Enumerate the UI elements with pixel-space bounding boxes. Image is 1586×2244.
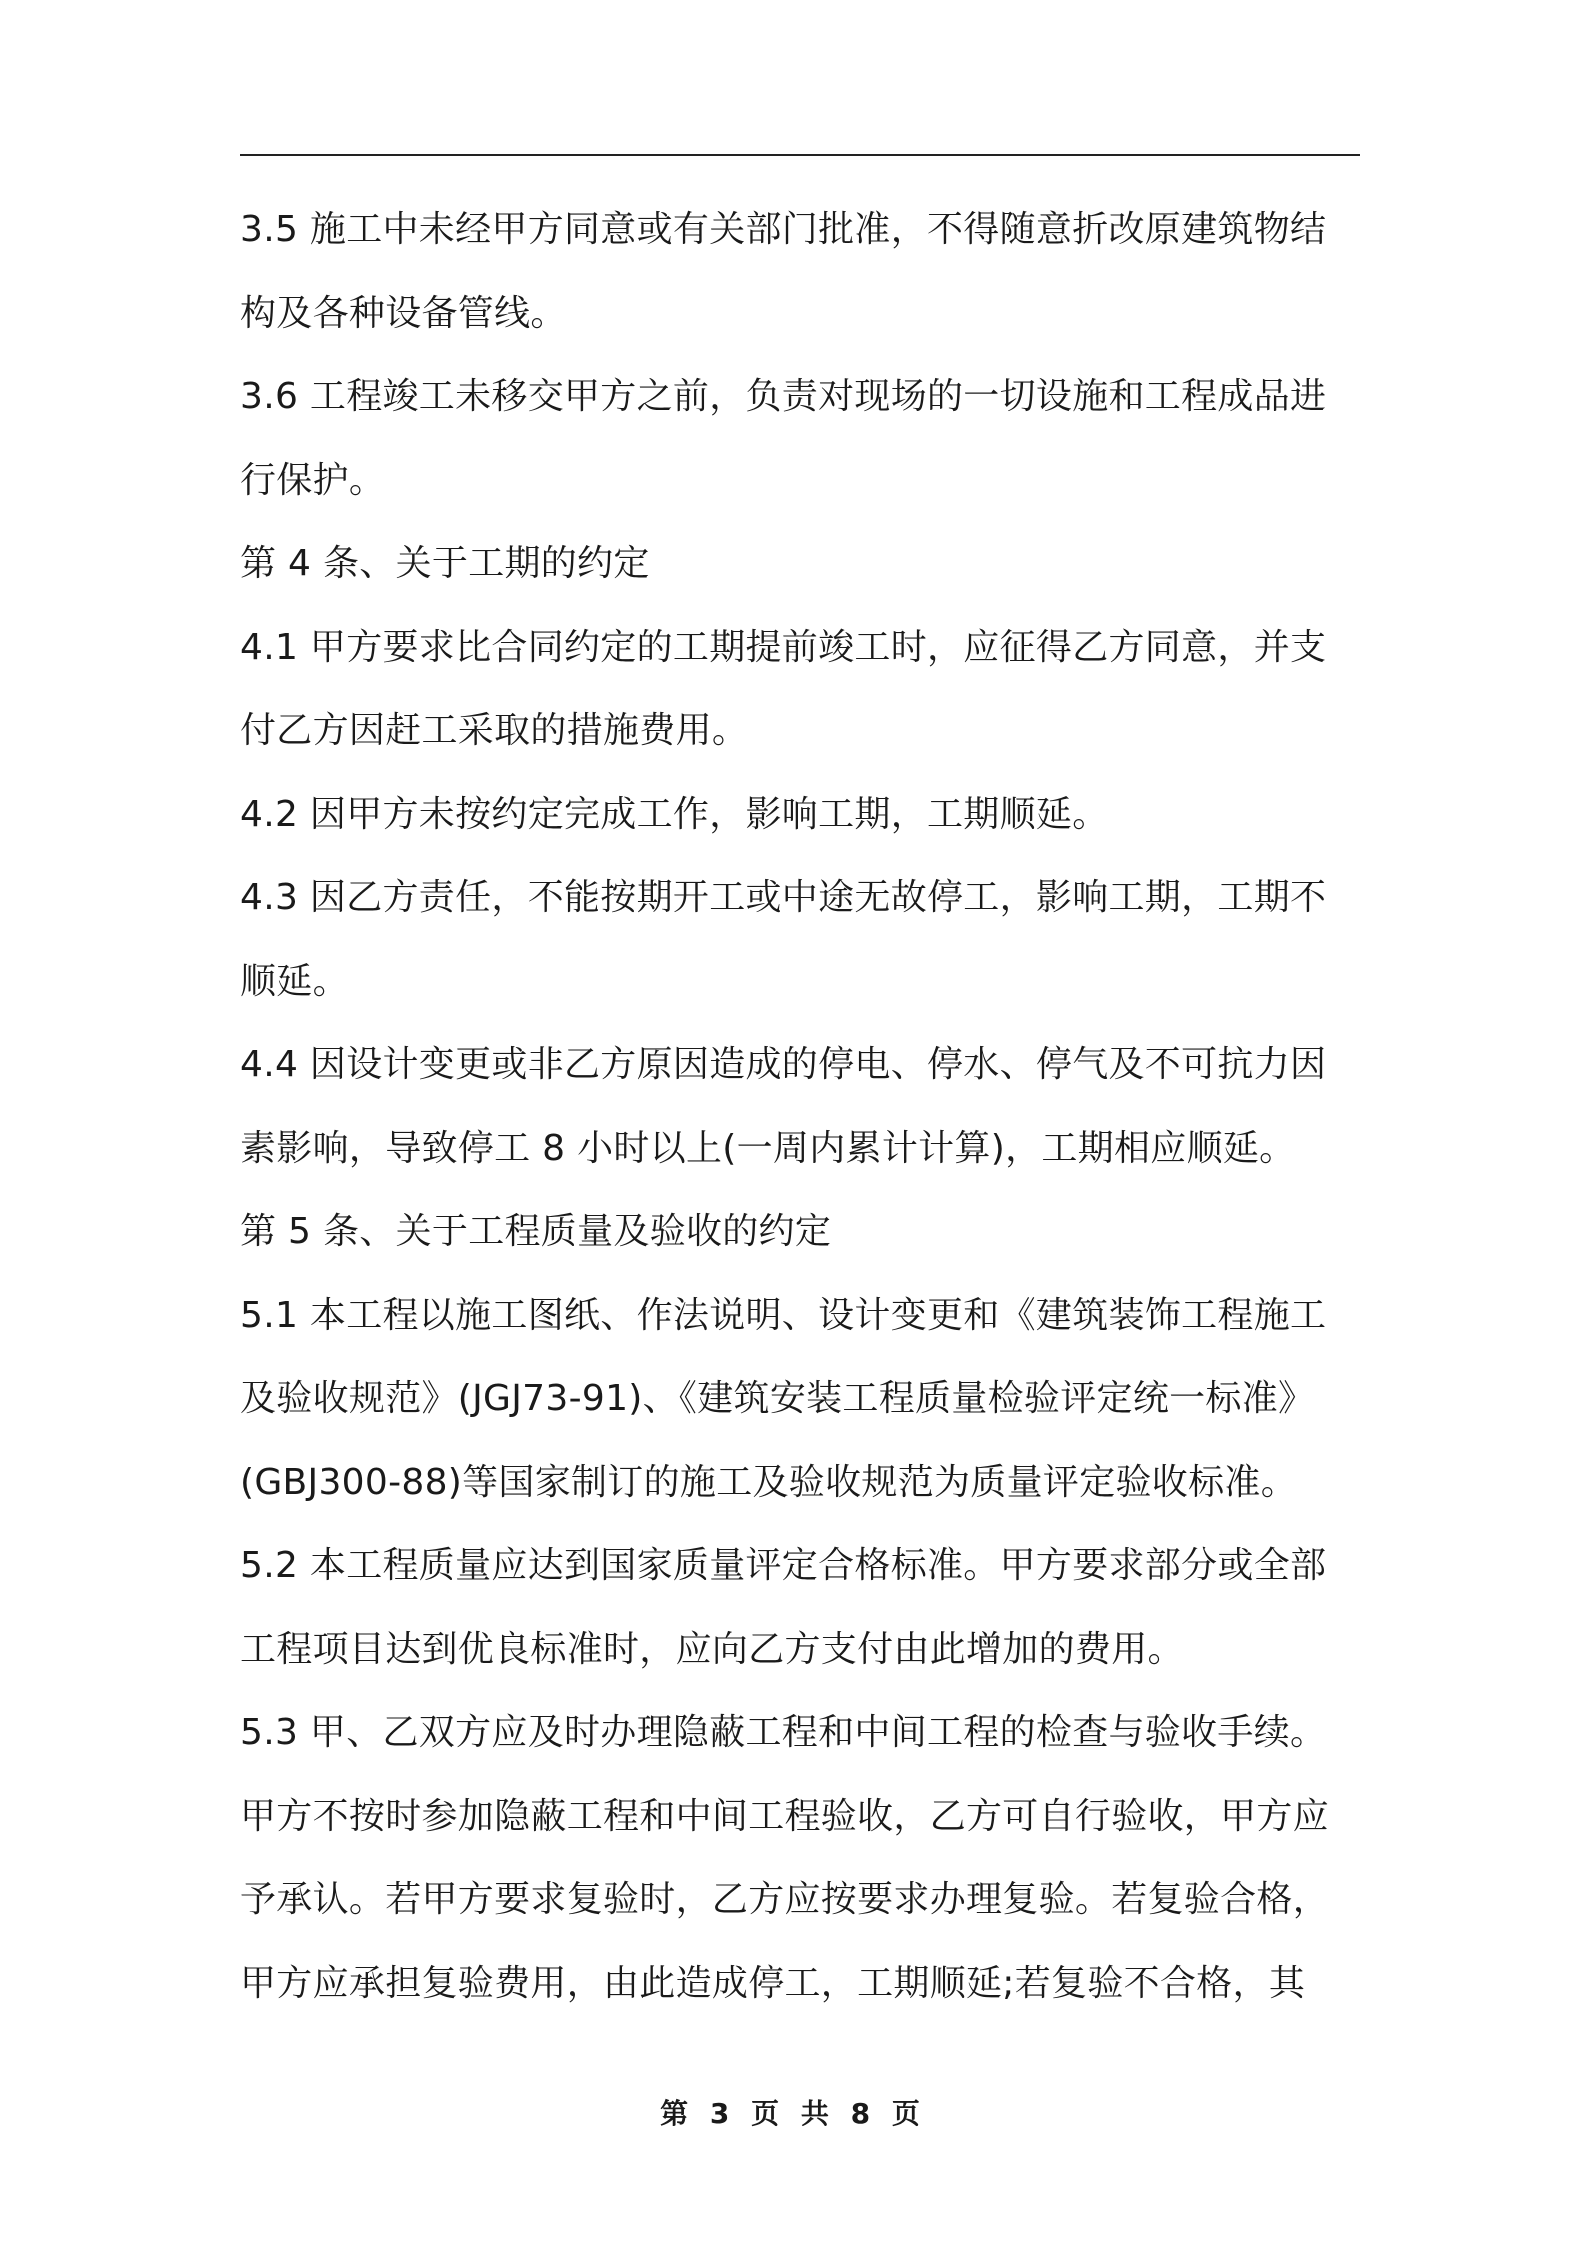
text-line: 予承认。若甲方要求复验时，乙方应按要求办理复验。若复验合格， (240, 1879, 1330, 1920)
text-line: 3.6 工程竣工未移交甲方之前，负责对现场的一切设施和工程成品进 (240, 376, 1327, 417)
section-heading: 第 5 条、关于工程质量及验收的约定 (240, 1211, 832, 1252)
section-heading: 第 4 条、关于工期的约定 (240, 543, 650, 584)
text-line: 4.2 因甲方未按约定完成工作，影响工期，工期顺延。 (240, 793, 1109, 835)
text-line: 4.3 因乙方责任，不能按期开工或中途无故停工，影响工期，工期不 (240, 877, 1327, 918)
page-number-footer: 第 3 页 共 8 页 (660, 2097, 926, 2130)
text-line: 4.1 甲方要求比合同约定的工期提前竣工时，应征得乙方同意，并支 (240, 626, 1327, 668)
text-line: 顺延。 (240, 960, 349, 1002)
text-line: 素影响，导致停工 8 小时以上(一周内累计计算)，工期相应顺延。 (240, 1127, 1296, 1169)
text-line: 3.5 施工中未经甲方同意或有关部门批准，不得随意折改原建筑物结 (240, 209, 1327, 250)
text-line: 行保护。 (240, 459, 386, 501)
text-line: 构及各种设备管线。 (240, 292, 567, 334)
text-line: (GBJ300-88)等国家制订的施工及验收规范为质量评定验收标准。 (240, 1461, 1298, 1503)
text-line: 甲方不按时参加隐蔽工程和中间工程验收，乙方可自行验收，甲方应 (240, 1795, 1330, 1837)
text-line: 4.4 因设计变更或非乙方原因造成的停电、停水、停气及不可抗力因 (240, 1044, 1327, 1085)
text-line: 工程项目达到优良标准时，应向乙方支付由此增加的费用。 (240, 1628, 1184, 1670)
text-line: 甲方应承担复验费用，由此造成停工，工期顺延;若复验不合格，其 (240, 1962, 1306, 2004)
contract-body (240, 188, 1366, 2025)
text-line: 付乙方因赶工采取的措施费用。 (240, 710, 749, 751)
text-line: 及验收规范》(JGJ73-91)、《建筑安装工程质量检验评定统一标准》 (240, 1378, 1315, 1419)
header-rule (240, 154, 1360, 156)
text-line: 5.1 本工程以施工图纸、作法说明、设计变更和《建筑装饰工程施工 (240, 1294, 1327, 1336)
text-line: 5.3 甲、乙双方应及时办理隐蔽工程和中间工程的检查与验收手续。 (240, 1712, 1327, 1753)
text-line: 5.2 本工程质量应达到国家质量评定合格标准。甲方要求部分或全部 (240, 1545, 1327, 1586)
